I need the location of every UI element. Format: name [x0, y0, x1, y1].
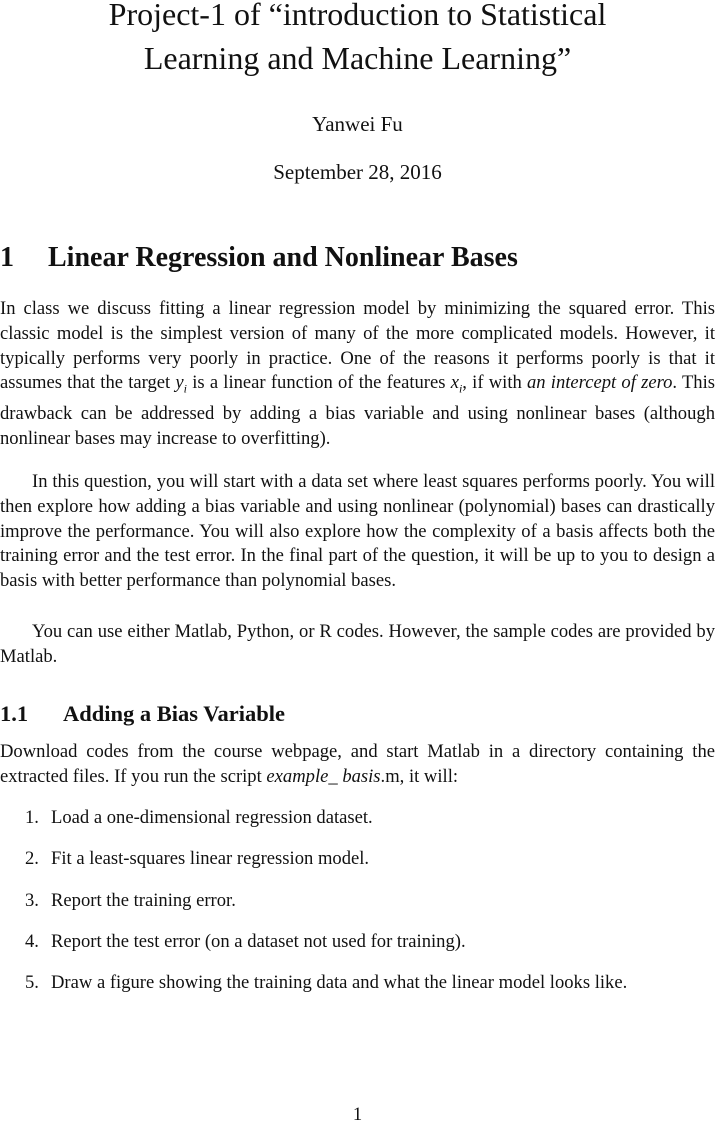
math-x-i: $x_i$ [450, 372, 463, 397]
document-date: September 28, 2016 [273, 160, 442, 184]
section-title: Linear Regression and Nonlinear Bases [48, 242, 518, 273]
author-name: Yanwei Fu [312, 112, 403, 136]
subsection-1-1-intro: Download codes from the course webpage, and start Matlab in a directory containing the extracted files. If you run the script example_ basis.m, it will: [0, 741, 715, 787]
emphasis-intercept: an intercept of zero [527, 372, 673, 394]
section-1-heading [0, 240, 518, 276]
steps-list [0, 806, 715, 1012]
page-number: 1 [352, 1104, 363, 1125]
section-1-paragraph-3: You can use either Matlab, Python, or R codes. However, the sample codes are provided by Matlab. [0, 621, 715, 667]
list-item: 2. Fit a least-squares linear regression model. [25, 848, 370, 870]
title-line-1: Project-1 of “introduction to Statistical [108, 0, 607, 32]
math-y-i: $y_i$ [175, 372, 188, 397]
list-item: 1. Load a one-dimensional regression dataset. [25, 807, 373, 828]
script-name: example_ basis [266, 765, 381, 787]
list-item: 5. Draw a figure showing the training data and what the linear model looks like. [25, 972, 628, 994]
title-line-2: Learning and Machine Learning” [143, 40, 572, 76]
section-1-paragraph-2: In this question, you will start with a data set where least squares performs poorly. You will then explore how adding a bias variable and using nonlinear (polynomial) bases can drastically improve the performance. You will also explore how the complexity of a basis affects both the training error and the test error. In the final part of the question, it will be up to you to design a basis with better performance than polynomial bases. [0, 471, 715, 592]
document-title [0, 0, 715, 80]
list-item: 3. Report the training error. [25, 889, 236, 911]
subsection-1-1-heading [0, 699, 285, 729]
subsection-title: Adding a Bias Variable [63, 701, 285, 726]
list-item: 4. Report the test error (on a dataset not used for training). [25, 930, 466, 952]
subsection-number: 1.1 [0, 701, 29, 726]
section-number: 1 [0, 242, 14, 273]
section-1-paragraph-1: In class we discuss fitting a linear regression model by minimizing the squared error. This classic model is the simplest version of many of the more complicated models. However, it typically performs very poorly in practice. One of the reasons it performs poorly is that it assumes that the target $y_i$ is a linear function of the features $x_i$, if with an intercept of zero. This drawback can be addressed by adding a bias variable and using nonlinear bases (although nonlinear bases may increase to overfitting). [0, 298, 715, 449]
